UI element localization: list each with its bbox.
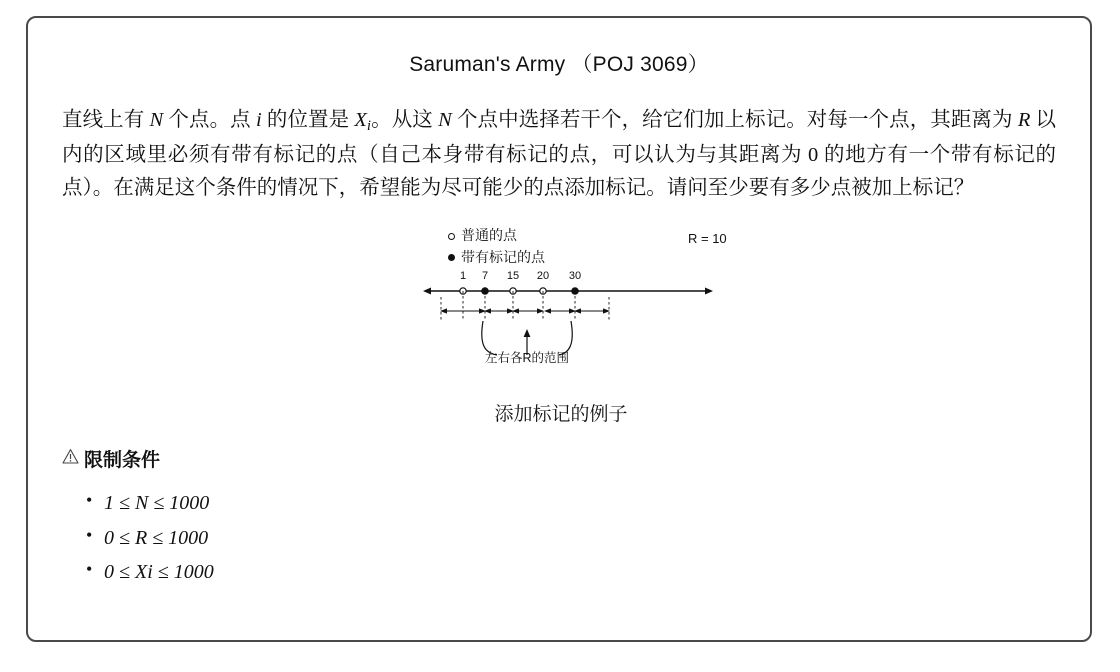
variable-n-2: N <box>438 109 452 131</box>
legend-item-normal-point <box>448 225 545 247</box>
problem-text-part-1: 直线上有 <box>62 109 150 131</box>
problem-text-part-3: 的位置是 <box>261 109 355 131</box>
problem-text-part-2: 个点。点 <box>163 109 256 131</box>
list-item <box>86 486 1090 520</box>
constraint-r: 0 ≤ R ≤ 1000 <box>104 526 209 549</box>
legend-item-marked-point <box>448 247 545 269</box>
point-label-30: 30 <box>568 270 582 283</box>
legend-label-marked: 带有标记的点 <box>461 249 545 266</box>
problem-text-part-5: 个点中选择若干个，给它们加上标记。对每一个点，其距离为 <box>451 109 1018 131</box>
number-line-diagram <box>423 267 723 397</box>
figure-legend <box>448 225 545 268</box>
variable-n: N <box>149 109 164 131</box>
callout-curve-left <box>482 321 497 355</box>
page-title: Saruman's Army （POJ 3069） <box>409 53 709 76</box>
constraints-heading <box>62 445 1090 472</box>
callout-curve-right <box>559 321 572 355</box>
problem-statement <box>62 104 1056 205</box>
variable-x: X <box>354 109 367 131</box>
example-figure <box>28 209 1094 441</box>
figure-r-value: R = 10 <box>688 231 727 247</box>
range-guides <box>441 291 609 321</box>
open-circle-icon <box>448 233 455 240</box>
legend-label-normal: 普通的点 <box>461 227 517 244</box>
constraints-heading-label: 限制条件 <box>84 450 161 472</box>
constraints-list <box>86 486 1090 589</box>
problem-card <box>26 16 1092 642</box>
problem-text-part-4: 。从这 <box>371 109 439 131</box>
filled-circle-icon <box>448 254 455 261</box>
constraint-x: 0 ≤ Xi ≤ 1000 <box>104 561 214 584</box>
constraint-n: 1 ≤ N ≤ 1000 <box>104 492 210 515</box>
list-item <box>86 555 1090 589</box>
figure-annotation: 左右各R的范围 <box>484 351 570 366</box>
point-label-7: 7 <box>481 270 489 283</box>
warning-icon <box>62 448 79 469</box>
axis-arrow-right <box>705 288 713 295</box>
problem-text-part-6: 以内的区域里必须有带有标记的点（自己本身带有标记的点，可以认为与其距离为 0 的地方有一个带有标记的点）。在满足这个条件的情况下，希望能为尽可能少的点添加标记。请问至少要有多少点被加上标记？ <box>62 109 1057 200</box>
variable-r: R <box>1017 109 1031 131</box>
variable-i: i <box>255 109 262 131</box>
range-arrows <box>440 309 610 314</box>
point-label-15: 15 <box>506 270 520 283</box>
figure-caption: 添加标记的例子 <box>494 404 628 426</box>
axis-arrow-left <box>423 288 431 295</box>
variable-x-subscript: i <box>366 118 372 135</box>
list-item <box>86 521 1090 555</box>
point-label-20: 20 <box>536 270 550 283</box>
point-label-1: 1 <box>459 270 467 283</box>
